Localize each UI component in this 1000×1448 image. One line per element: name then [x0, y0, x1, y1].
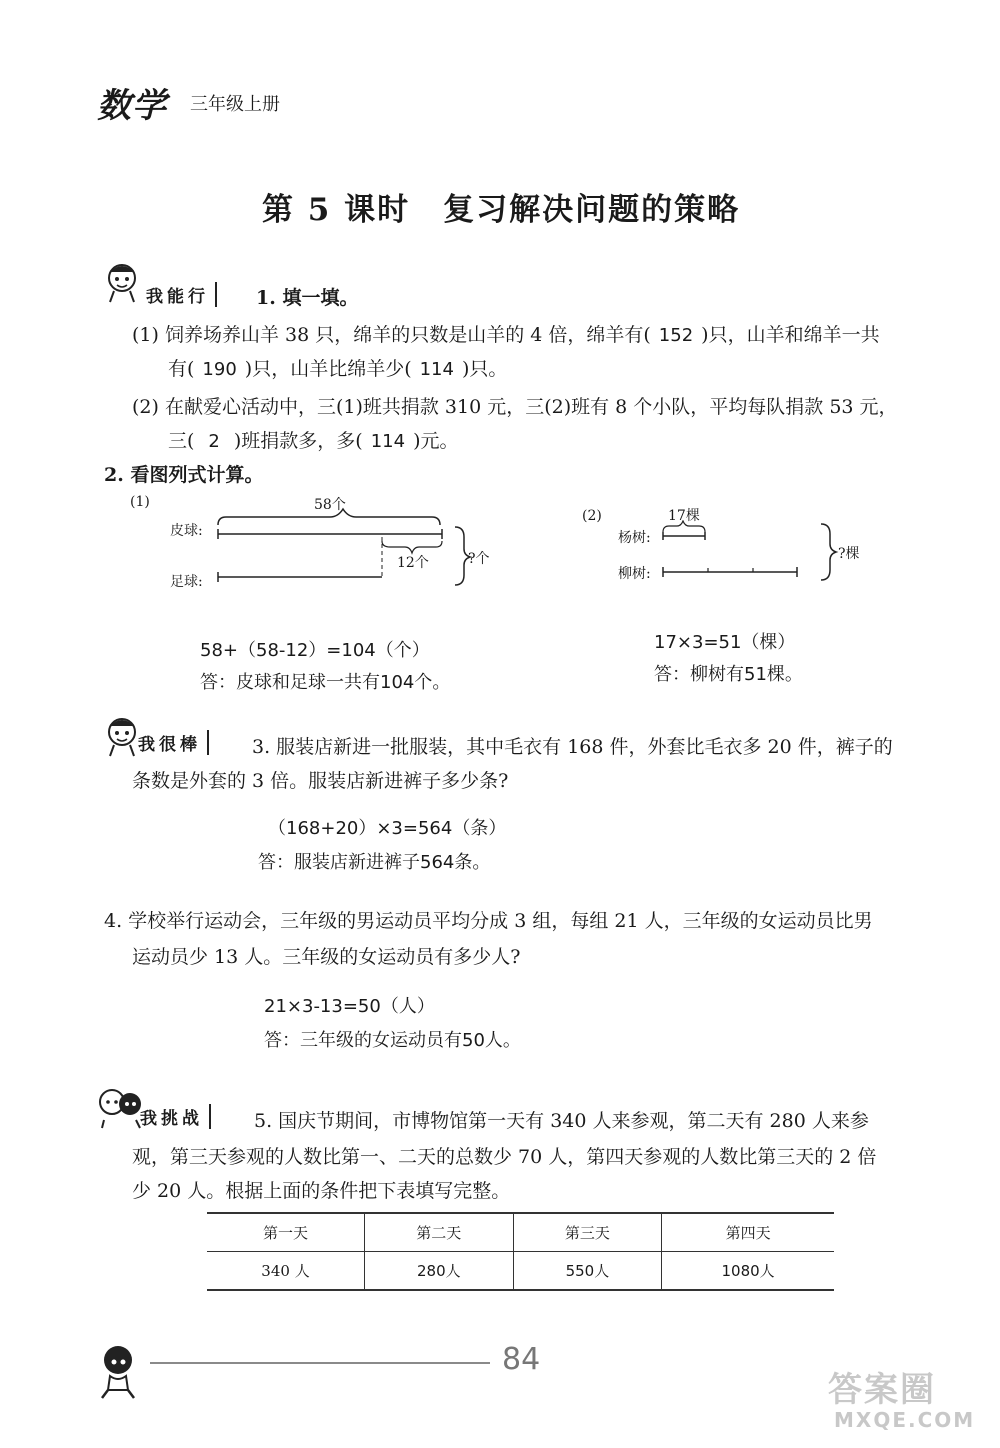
q1-p1-line1: [132, 320, 880, 347]
q3-line2: 条数是外套的 3 倍。服装店新进裤子多少条?: [132, 770, 509, 792]
text: 有(: [168, 358, 195, 380]
q3-answer: 答：服装店新进裤子564条。: [258, 852, 491, 873]
q5-line3: 少 20 人。根据上面的条件把下表填写完整。: [132, 1180, 511, 1202]
diagram1-equation: 58+（58-12）=104（个）: [200, 640, 430, 661]
page-number: 84: [502, 1342, 541, 1377]
diagram2-label-b: 柳树:: [618, 566, 651, 582]
q1-heading: 1. 填一填。: [256, 287, 359, 309]
diagram2-answer: 答：柳树有51棵。: [654, 664, 803, 685]
text: (1) 饲养场养山羊 38 只，绵羊的只数是山羊的 4 倍，绵羊有(: [132, 324, 651, 346]
diagram1-label-a: 皮球:: [170, 523, 203, 539]
header-subject: 数学: [97, 86, 167, 126]
q1-p1-line2: [168, 354, 507, 381]
q4-equation: 21×3-13=50（人）: [264, 996, 435, 1017]
mascot-girl-icon: [100, 258, 146, 304]
q3-line1: 3. 服装店新进一批服装，其中毛衣有 168 件，外套比毛衣多 20 件，裤子的: [252, 736, 893, 758]
answer-190: 190: [202, 359, 237, 380]
q1-p2-line1: (2) 在献爱心活动中，三(1)班共捐款 310 元，三(2)班有 8 个小队，平均每队捐款 53 元，: [132, 396, 898, 418]
diagram1-answer: 答：皮球和足球一共有104个。: [200, 672, 451, 693]
diagram1-diff-label: 12个: [397, 555, 429, 571]
diagram2-lines: [655, 520, 845, 585]
table-header-cell: 第一天: [207, 1213, 365, 1252]
answer-114b: 114: [370, 431, 406, 452]
mascot-boy-icon: [92, 1340, 152, 1400]
q5-line2: 观，第三天参观的人数比第一、二天的总数少 70 人，第四天参观的人数比第三天的 2 倍: [132, 1146, 877, 1168]
diagram1-question: ?个: [468, 551, 490, 567]
header-grade: 三年级上册: [190, 94, 280, 115]
answer-152: 152: [658, 325, 694, 346]
text: )只，山羊比绵羊少(: [244, 358, 412, 380]
q1-p2-line2: [168, 426, 458, 453]
answer-114a: 114: [419, 359, 454, 380]
q4-line2: 运动员少 13 人。三年级的女运动员有多少人?: [132, 946, 521, 968]
diagram1-label-b: 足球:: [170, 574, 203, 590]
section-tag-2: 我很棒: [138, 730, 209, 755]
diagram1-lines: [200, 505, 480, 595]
table-header-cell: 第三天: [513, 1213, 662, 1252]
q4-line1: 4. 学校举行运动会，三年级的男运动员平均分成 3 组，每组 21 人，三年级的女运动员比男: [104, 910, 873, 932]
q3-equation: （168+20）×3=564（条）: [268, 818, 507, 839]
diagram2-label-a: 杨树:: [618, 530, 651, 546]
watermark-url: MXQE.COM: [834, 1408, 976, 1432]
section-tag-3: 我挑战: [140, 1104, 211, 1129]
table-header-row: [207, 1213, 834, 1252]
diagram2-equation: 17×3=51（棵）: [654, 632, 796, 653]
table-cell: 1080人: [662, 1252, 834, 1291]
mascot-kids-icon: [96, 1080, 146, 1130]
table-cell: 340 人: [207, 1252, 365, 1291]
table-cell: 280人: [365, 1252, 514, 1291]
diagram1-top-label: 58个: [314, 497, 346, 513]
diagram2-number: (2): [582, 508, 602, 524]
footer-rule: [150, 1360, 490, 1366]
table-cell: 550人: [513, 1252, 662, 1291]
page-title: 第 5 课时 复习解决问题的策略: [262, 192, 741, 228]
q5-line1: 5. 国庆节期间，市博物馆第一天有 340 人来参观，第二天有 280 人来参: [254, 1110, 869, 1132]
watermark-logo: 答案圈: [828, 1370, 936, 1410]
text: )只，山羊和绵羊一共: [701, 324, 880, 346]
text: 三(: [168, 430, 195, 452]
table-header-cell: 第四天: [662, 1213, 834, 1252]
visitors-table: [207, 1212, 834, 1291]
diagram1-number: (1): [130, 494, 150, 510]
q4-answer: 答：三年级的女运动员有50人。: [264, 1030, 521, 1051]
table-row: [207, 1252, 834, 1291]
q2-heading: 2. 看图列式计算。: [104, 464, 264, 486]
table-header-cell: 第二天: [365, 1213, 514, 1252]
answer-2: 2: [208, 431, 220, 452]
text: )班捐款多，多(: [233, 430, 363, 452]
diagram2-question: ?棵: [838, 546, 860, 562]
text: )元。: [413, 430, 459, 452]
section-tag-1: 我能行: [146, 282, 217, 307]
diagram2-top-label: 17棵: [668, 508, 700, 524]
text: )只。: [461, 358, 508, 380]
